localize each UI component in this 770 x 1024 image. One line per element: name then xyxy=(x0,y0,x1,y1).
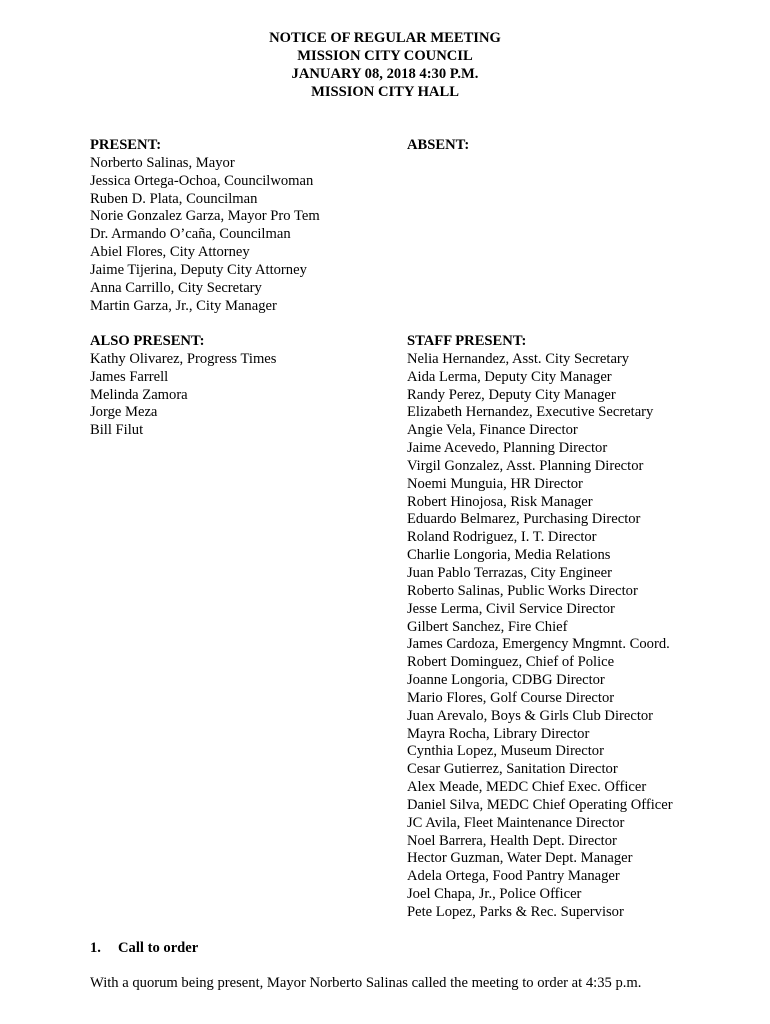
meeting-heading xyxy=(0,29,770,101)
absent-list xyxy=(407,137,469,155)
section-number: 1. xyxy=(90,940,101,956)
section-heading-call-to-order xyxy=(90,940,198,957)
attendee-line: Norberto Salinas, Mayor xyxy=(90,154,235,171)
staff-line: Mario Flores, Golf Course Director xyxy=(407,689,615,706)
attendee-line: Jaime Tijerina, Deputy City Attorney xyxy=(90,261,307,278)
staff-line: JC Avila, Fleet Maintenance Director xyxy=(407,814,625,831)
heading-line-council: MISSION CITY COUNCIL xyxy=(297,48,473,64)
staff-line: Virgil Gonzalez, Asst. Planning Director xyxy=(407,457,644,474)
attendee-line: Abiel Flores, City Attorney xyxy=(90,244,250,261)
staff-line: Pete Lopez, Parks & Rec. Supervisor xyxy=(407,904,624,920)
staff-line: Elizabeth Hernandez, Executive Secretary xyxy=(407,404,654,421)
attendee-line: Martin Garza, Jr., City Manager xyxy=(90,297,277,314)
staff-line: Noel Barrera, Health Dept. Director xyxy=(407,832,617,849)
attendee-line: Anna Carrillo, City Secretary xyxy=(90,279,262,296)
attendee-line: Norie Gonzalez Garza, Mayor Pro Tem xyxy=(90,208,320,225)
attendee-line: Bill Filut xyxy=(90,422,144,439)
attendee-line: Jessica Ortega-Ochoa, Councilwoman xyxy=(90,172,314,189)
staff-line: Adela Ortega, Food Pantry Manager xyxy=(407,868,620,885)
also-present-list xyxy=(90,333,276,440)
staff-line: Noemi Munguia, HR Director xyxy=(407,475,583,492)
staff-line: Juan Arevalo, Boys & Girls Club Director xyxy=(407,707,654,724)
attendee-line: Kathy Olivarez, Progress Times xyxy=(90,350,277,367)
staff-line: Eduardo Belmarez, Purchasing Director xyxy=(407,511,641,528)
staff-line: Robert Hinojosa, Risk Manager xyxy=(407,493,593,510)
attendee-line: Dr. Armando O’caña, Councilman xyxy=(90,226,291,243)
staff-present-list xyxy=(407,333,673,922)
staff-line: Randy Perez, Deputy City Manager xyxy=(407,386,616,403)
staff-line: Daniel Silva, MEDC Chief Operating Officer xyxy=(407,796,673,813)
staff-line: Robert Dominguez, Chief of Police xyxy=(407,654,615,671)
also-present-label: ALSO PRESENT: xyxy=(90,333,205,349)
staff-line: James Cardoza, Emergency Mngmnt. Coord. xyxy=(407,636,670,653)
heading-line-date: JANUARY 08, 2018 4:30 P.M. xyxy=(291,66,479,82)
present-label: PRESENT: xyxy=(90,137,162,153)
heading-line-location: MISSION CITY HALL xyxy=(311,84,459,100)
attendee-line: Jorge Meza xyxy=(90,404,158,421)
attendee-line: Ruben D. Plata, Councilman xyxy=(90,190,258,207)
staff-line: Gilbert Sanchez, Fire Chief xyxy=(407,618,568,635)
staff-line: Aida Lerma, Deputy City Manager xyxy=(407,368,612,385)
staff-line: Roberto Salinas, Public Works Director xyxy=(407,582,638,599)
staff-line: Mayra Rocha, Library Director xyxy=(407,725,590,742)
section-title: Call to order xyxy=(118,940,199,956)
staff-line: Juan Pablo Terrazas, City Engineer xyxy=(407,564,612,581)
staff-line: Hector Guzman, Water Dept. Manager xyxy=(407,850,633,867)
staff-line: Jesse Lerma, Civil Service Director xyxy=(407,600,615,617)
staff-line: Jaime Acevedo, Planning Director xyxy=(407,440,608,457)
call-to-order-paragraph: With a quorum being present, Mayor Norberto Salinas called the meeting to order at 4:35 p.m. xyxy=(90,975,642,991)
staff-line: Roland Rodriguez, I. T. Director xyxy=(407,529,597,546)
staff-line: Cynthia Lopez, Museum Director xyxy=(407,743,604,760)
attendee-line: James Farrell xyxy=(90,368,169,385)
staff-present-label: STAFF PRESENT: xyxy=(407,333,527,349)
present-list xyxy=(90,137,320,315)
staff-line: Alex Meade, MEDC Chief Exec. Officer xyxy=(407,779,647,796)
staff-line: Nelia Hernandez, Asst. City Secretary xyxy=(407,350,630,367)
absent-label: ABSENT: xyxy=(407,137,470,153)
attendee-line: Melinda Zamora xyxy=(90,386,188,403)
staff-line: Cesar Gutierrez, Sanitation Director xyxy=(407,761,618,778)
staff-line: Charlie Longoria, Media Relations xyxy=(407,547,611,564)
staff-line: Joel Chapa, Jr., Police Officer xyxy=(407,886,582,903)
staff-line: Joanne Longoria, CDBG Director xyxy=(407,672,605,689)
heading-line-notice: NOTICE OF REGULAR MEETING xyxy=(269,30,501,46)
staff-line: Angie Vela, Finance Director xyxy=(407,422,578,439)
